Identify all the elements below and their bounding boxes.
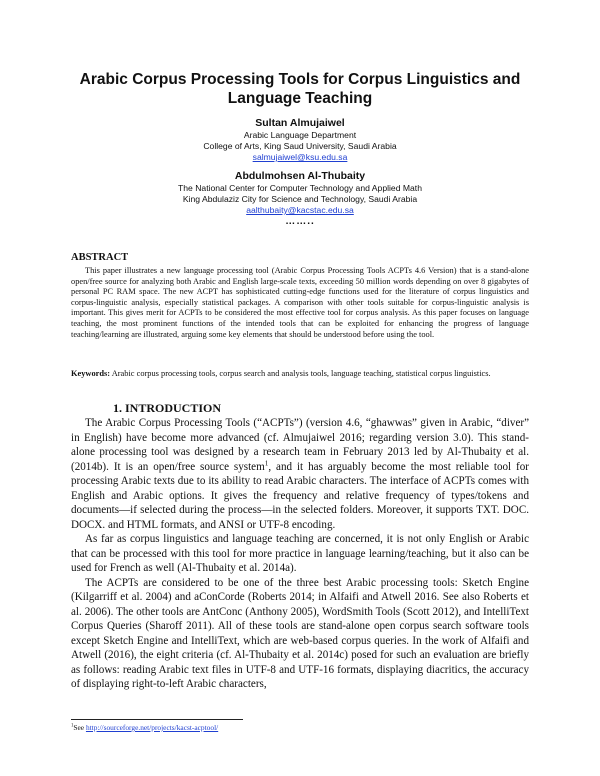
author1-college: College of Arts, King Saud University, Saudi Arabia bbox=[203, 141, 397, 151]
footnote-prefix: See bbox=[73, 723, 86, 732]
author1-email-link[interactable]: salmujaiwel@ksu.edu.sa bbox=[252, 152, 348, 162]
intro-p1-part-b: , and it has arguably become the most reliable tool for processing Arabic texts due to its ability to read Arabic characters. The interface of ACPTs comes with English and Arabic options. It gives the frequency and relative frequency of types/tokens and documents—if selected during the process—in the selected folders. Moreover, it supports TXT. DOC. DOCX. and HTML formats, and ANSI or UTF-8 encoding. bbox=[71, 460, 529, 531]
keywords-text: Arabic corpus processing tools, corpus search and analysis tools, language teaching, statistical corpus linguistics. bbox=[111, 369, 491, 378]
author2-center: The National Center for Computer Technology and Applied Math bbox=[178, 183, 422, 193]
footnote-ref[interactable]: 1 bbox=[264, 458, 269, 467]
intro-paragraph-1 bbox=[71, 416, 529, 532]
separator-dots: …….. bbox=[285, 216, 315, 227]
intro-paragraph-3: The ACPTs are considered to be one of the three best Arabic processing tools: Sketch Engine (Kilgarriff et al. 2004) and aConCorde (Roberts 2014; in Alfaifi and Atwell 2016. See also Roberts et al. 2006). The other tools are AntConc (Anthony 2005), WordSmith Tools (Scott 2012), and IntelliText Corpus Queries (Sharoff 2011). All of these tools are stand-alone open corpus search software tools except Sketch Engine and IntelliText, which are web-based corpus queries. In the work of Alfaifi and Atwell (2016), the eight criteria (cf. Al-Thubaity et al. 2014c) posed for such an evaluation are briefly as follows: reading Arabic text files in UTF-8 and UTF-16 formats, displaying diacritics, the accuracy of displaying right-to-left Arabic characters, bbox=[71, 576, 529, 690]
footnote-url-link[interactable]: http://sourceforge.net/projects/kacst-acptool/ bbox=[85, 723, 219, 732]
footnote-rule bbox=[71, 719, 243, 720]
keywords-paragraph bbox=[71, 369, 529, 380]
keywords-label: Keywords: bbox=[71, 369, 111, 378]
author-block-2 bbox=[60, 170, 540, 227]
intro-paragraph-2: As far as corpus linguistics and language teaching are concerned, it is not only English or Arabic that can be processed with this tool for more practice in language learning/teaching, but it also can be used for French as well (Al-Thubaity et al. 2014a). bbox=[71, 533, 529, 574]
author2-city: King Abdulaziz City for Science and Technology, Saudi Arabia bbox=[182, 194, 418, 204]
author-block-1 bbox=[60, 117, 540, 163]
author2-email-link[interactable]: aalthubaity@kacstac.edu.sa bbox=[246, 205, 354, 215]
abstract-heading: ABSTRACT bbox=[71, 252, 129, 263]
author-name-1: Sultan Almujaiwel bbox=[255, 117, 345, 129]
section-heading-introduction: 1. INTRODUCTION bbox=[113, 401, 222, 415]
author-name-2: Abdulmohsen Al-Thubaity bbox=[234, 170, 366, 182]
abstract-text: This paper illustrates a new language processing tool (Arabic Corpus Processing Tools ACPTs 4.6 Version) that is a stand-alone open/free source for analyzing both Arabic and English large-scale texts, exceeding 50 million words depending on over 8 gigabytes of personal PC RAM space. The new ACPT has sophisticated cutting-edge functions used for the literature of corpus linguistics and corpus-linguistic analysis, especially statistical packages. A comparison with other tools suitable for corpus-linguistic analysis is important. This gives merit for ACPTs to be considered the most effective tool for corpus analysis. As this paper focuses on language teaching, the most prominent functions of the intended tools that can be exploited for enhancing the progress of language teaching/learning are illustrated, arguing some key elements that should be understood before using the tool. bbox=[71, 266, 529, 339]
introduction-body bbox=[71, 416, 529, 692]
paper-title: Arabic Corpus Processing Tools for Corpus Linguistics and Language Teaching bbox=[79, 71, 521, 107]
author1-department: Arabic Language Department bbox=[243, 130, 357, 140]
footnote bbox=[71, 723, 218, 732]
intro-p1-part-a: The Arabic Corpus Processing Tools (“ACPTs”) (version 4.6, “ghawwas” given in Arabic, “diver” in English) have become more advanced (cf. Almujaiwel 2016; regarding version 3.0). This stand-alone processing tool was designed by a research team in February 2013 led by Al-Thubaity et al. (2014b). It is an open/free source system bbox=[71, 417, 529, 473]
footnote-marker: 1 bbox=[71, 723, 74, 729]
